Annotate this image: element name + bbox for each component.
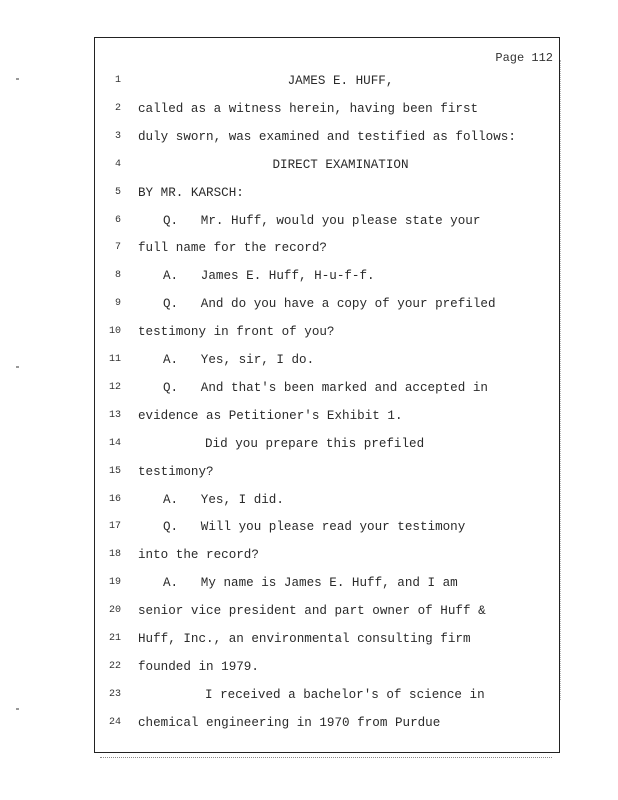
transcript-line: testimony? (138, 464, 214, 479)
transcript-page (94, 37, 560, 753)
transcript-line: into the record? (138, 548, 259, 563)
line-number: 17 (108, 521, 121, 533)
transcript-line: Did you prepare this prefiled (205, 436, 425, 451)
scan-speck (16, 708, 19, 710)
line-number: 15 (108, 465, 121, 477)
transcript-line: duly sworn, was examined and testified as follows: (138, 129, 516, 144)
transcript-line: JAMES E. HUFF, (287, 74, 394, 88)
line-number: 23 (108, 688, 121, 700)
transcript-line: A. Yes, sir, I do. (163, 353, 315, 367)
transcript-line: testimony in front of you? (138, 325, 335, 340)
transcript-line: full name for the record? (138, 241, 327, 256)
transcript-line: BY MR. KARSCH: (138, 185, 244, 200)
transcript-line: A. James E. Huff, H-u-f-f. (163, 269, 375, 284)
page-number: Page 112 (495, 51, 553, 65)
line-number: 6 (114, 214, 121, 226)
line-number: 24 (108, 716, 121, 728)
line-number: 20 (108, 605, 121, 617)
transcript-line: senior vice president and part owner of Huff & (138, 604, 486, 619)
transcript-line: called as a witness herein, having been first (138, 101, 479, 116)
line-number: 4 (114, 158, 121, 170)
line-number: 10 (108, 326, 121, 338)
line-number: 7 (114, 242, 121, 254)
transcript-line: A. Yes, I did. (163, 492, 284, 507)
line-number: 2 (114, 102, 121, 114)
line-number: 11 (108, 354, 121, 365)
line-number: 5 (114, 186, 121, 198)
transcript-line: DIRECT EXAMINATION (272, 157, 409, 172)
scan-edge-artifact (560, 60, 564, 700)
line-number: 9 (114, 298, 121, 310)
line-number: 8 (114, 270, 121, 282)
scan-speck (16, 366, 19, 368)
line-number: 12 (108, 381, 121, 393)
line-number: 3 (114, 130, 121, 142)
transcript-line: A. My name is James E. Huff, and I am (163, 576, 458, 591)
transcript-line: evidence as Petitioner's Exhibit 1. (138, 408, 403, 423)
transcript-line: founded in 1979. (138, 659, 259, 674)
line-number: 1 (114, 75, 121, 86)
transcript-line: Q. Mr. Huff, would you please state your (163, 213, 481, 228)
transcript-line: Q. Will you please read your testimony (163, 520, 466, 535)
footer-rule (100, 757, 552, 758)
line-number: 13 (108, 409, 121, 421)
line-number: 21 (108, 633, 121, 644)
transcript-line: Q. And that's been marked and accepted in (163, 380, 488, 395)
line-number: 18 (108, 549, 121, 561)
scan-speck (16, 78, 19, 80)
line-number: 14 (108, 437, 121, 449)
transcript-line: I received a bachelor's of science in (205, 687, 485, 702)
line-number: 19 (108, 577, 121, 589)
transcript-line: Huff, Inc., an environmental consulting firm (138, 632, 471, 646)
line-number: 22 (108, 660, 121, 672)
transcript-line: Q. And do you have a copy of your prefiled (163, 297, 496, 312)
transcript-line: chemical engineering in 1970 from Purdue (138, 715, 441, 730)
line-number: 16 (108, 493, 121, 505)
